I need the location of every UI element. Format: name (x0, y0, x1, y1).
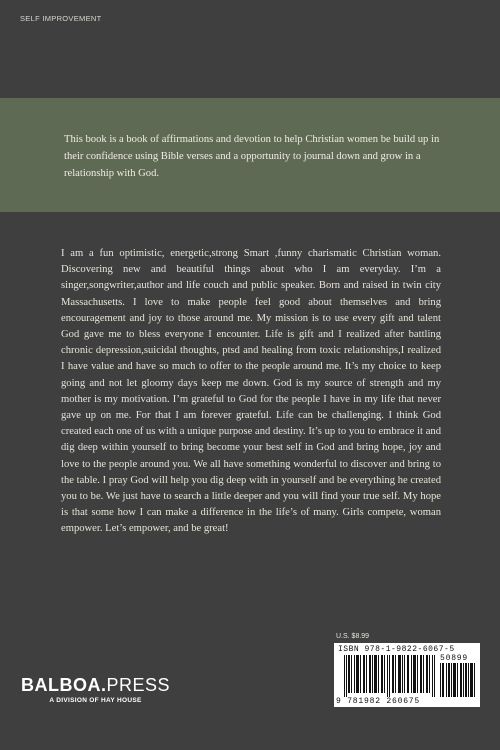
publisher-name-dot: . (101, 675, 107, 695)
publisher-name-light: PRESS (106, 675, 171, 695)
ean-digits: 9 781982 260675 (336, 697, 421, 706)
addon-digits: 50899 (440, 654, 469, 663)
price-label: U.S. $8.99 (336, 633, 370, 640)
publisher-tagline: A DIVISION OF HAY HOUSE (49, 697, 142, 704)
publisher-wordmark (21, 675, 170, 695)
publisher-logo (21, 675, 170, 704)
ean-bars (344, 655, 436, 697)
isbn-barcode (334, 643, 480, 707)
category-label: SELF IMPROVEMENT (20, 14, 102, 23)
book-description: This book is a book of affirmations and devotion to help Christian women be build up in their confidence using Bible verses and a opportunity to journal down and grow in a relationship with God. (64, 134, 440, 179)
isbn-text: ISBN 978-1-9822-6067-5 (338, 645, 455, 654)
publisher-name-bold: BALBOA (21, 675, 101, 695)
author-bio: I am a fun optimistic, energetic,strong Smart ,funny charismatic Christian woman. Discovering new and beautiful things about who I am everyday. I’m a singer,songwriter,author and life couch and public speaker. Born and raised in twin city Massachusetts. I love to make people feel good about themselves and bring encouragement and joy to those around me. My mission is to use every gift and talent God gave me to bless everyone I encounter. Life is gift and I realized after battling chronic depression,suicidal thoughts, ptsd and healing from toxic relationships,I realized I have value and have so much to offer to the people around me. It’s my choice to keep going and not let gloomy days keep me down. God is my source of strength and my mother is my motivation. I’m grateful to God for the people I have in my life that never gave up on me. For that I am forever grateful. Life can be challenging. I think God created each one of us with a unique purpose and destiny. It’s up to you to embrace it and dig deep within yourself to bring become your best self in God and bring hope, joy and love to the people around you. We all have something wonderful to discover and bring to the table. I pray God will help you dig deep with in yourself and be everything he created you to be. We just have to search a little deeper and you will find your true self. My hope is that some how I can make a difference in the life’s of many. Girls compete, woman empower. Let’s empower, and be great! (61, 248, 441, 535)
addon-bars (440, 663, 476, 697)
